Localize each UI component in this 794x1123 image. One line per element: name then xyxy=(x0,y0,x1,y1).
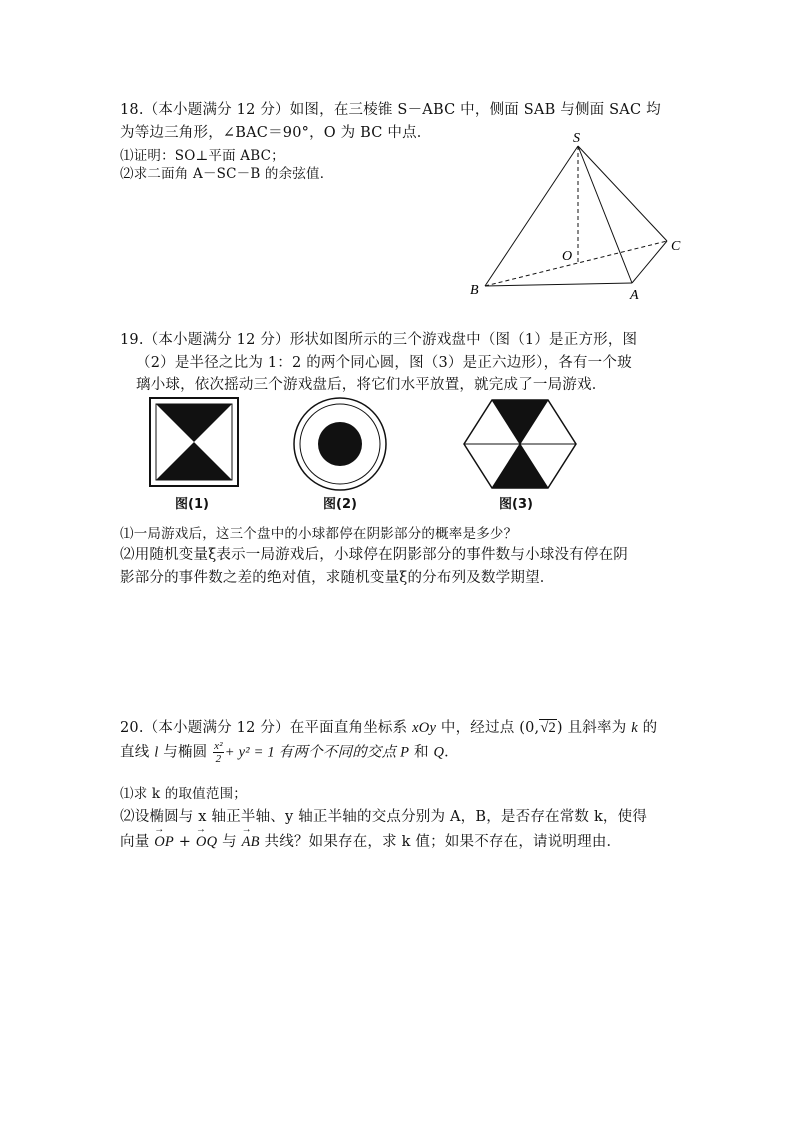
q20-line-1-text-e: ) 且斜率为 xyxy=(556,720,632,736)
fraction-denominator: 2 xyxy=(215,753,222,765)
q20-part-2-text-a: 向量 xyxy=(120,834,155,850)
sqrt-two: √2 xyxy=(540,720,556,736)
q20-line-1-text-a: 20.（本小题满分 12 分）在平面直角坐标系 xyxy=(120,720,413,736)
q20-line-2-text-c: 与椭圆 xyxy=(158,744,213,761)
circle-board-figure xyxy=(290,396,390,496)
q20-line-1 xyxy=(120,716,657,737)
vector-AB: → AB xyxy=(242,834,260,851)
label-O: O xyxy=(562,249,573,264)
ellipse-fraction xyxy=(213,740,224,765)
edge-SC xyxy=(578,146,667,241)
ellipse-equation-rest: + y² = 1 有两个不同的交点 xyxy=(224,744,401,761)
q18-line-2: 为等边三角形，∠BAC＝90°，O 为 BC 中点． xyxy=(120,125,432,141)
caption-fig-1: 图(1) xyxy=(175,497,209,512)
caption-fig-3: 图(3) xyxy=(499,497,533,512)
slope-k: k xyxy=(631,720,638,736)
vector-OQ: → OQ xyxy=(196,834,217,851)
q20-part-2-line-2 xyxy=(120,830,621,851)
edge-SB xyxy=(485,146,578,286)
q18-part-1: ⑴证明：SO⊥平面 ABC； xyxy=(120,148,285,164)
inner-circle-shaded xyxy=(318,422,362,466)
edge-SA xyxy=(578,146,632,283)
q19-part-2-line-2: 影部分的事件数之差的绝对值，求随机变量ξ的分布列及数学期望． xyxy=(120,570,555,586)
q18-part-2: ⑵求二面角 A－SC－B 的余弦值． xyxy=(120,166,334,182)
q20-part-2-line-1: ⑵设椭圆与 x 轴正半轴、y 轴正半轴的交点分别为 A，B，是否存在常数 k，使得 xyxy=(120,809,648,825)
label-C: C xyxy=(671,239,681,254)
vector-plus: + xyxy=(173,834,196,850)
edge-BC-hidden xyxy=(485,241,667,286)
q20-line-2-text-h: ． xyxy=(444,744,459,761)
point-P: P xyxy=(400,744,410,761)
q20-line-2-text-a: 直线 xyxy=(120,744,155,761)
q18-line-1: 18.（本小题满分 12 分）如图，在三棱锥 S－ABC 中，侧面 SAB 与侧面 SAC 均 xyxy=(120,102,661,118)
q19-line-1: 19.（本小题满分 12 分）形状如图所示的三个游戏盘中（图（1）是正方形，图 xyxy=(120,332,638,348)
label-A: A xyxy=(630,288,639,303)
caption-fig-2: 图(2) xyxy=(323,497,357,512)
q19-part-1: ⑴一局游戏后，这三个盘中的小球都停在阴影部分的概率是多少？ xyxy=(120,526,518,542)
q19-line-2: （2）是半径之比为 1：2 的两个同心圆，图（3）是正六边形），各有一个玻 xyxy=(136,355,632,371)
q20-line-2-text-f: 和 xyxy=(409,744,434,761)
vector-OP: → OP xyxy=(154,834,174,851)
q20-part-2-text-with: 与 xyxy=(217,834,242,850)
tetrahedron-figure xyxy=(460,128,700,308)
square-board-figure xyxy=(148,396,240,488)
coordinate-system-label: xOy xyxy=(412,720,437,736)
edge-AC xyxy=(632,241,667,283)
label-S: S xyxy=(573,131,580,146)
q20-line-2 xyxy=(120,740,459,765)
q20-part-1: ⑴求 k 的取值范围； xyxy=(120,786,247,802)
q20-part-2-text-rest: 共线？如果存在，求 k 值；如果不存在，请说明理由． xyxy=(259,834,622,850)
q19-part-2-line-1: ⑵用随机变量ξ表示一局游戏后，小球停在阴影部分的事件数与小球没有停在阴 xyxy=(120,547,628,563)
hexagon-board-figure xyxy=(458,396,582,496)
q20-line-1-text-c: 中，经过点 (0, xyxy=(436,720,540,736)
q20-line-1-text-g: 的 xyxy=(637,720,658,736)
point-Q: Q xyxy=(433,744,445,761)
edge-BA xyxy=(485,283,632,286)
fraction-numerator: x² xyxy=(214,740,223,752)
line-l: l xyxy=(154,744,159,761)
q19-line-3: 璃小球，依次摇动三个游戏盘后，将它们水平放置，就完成了一局游戏． xyxy=(136,377,607,393)
label-B: B xyxy=(470,283,479,298)
